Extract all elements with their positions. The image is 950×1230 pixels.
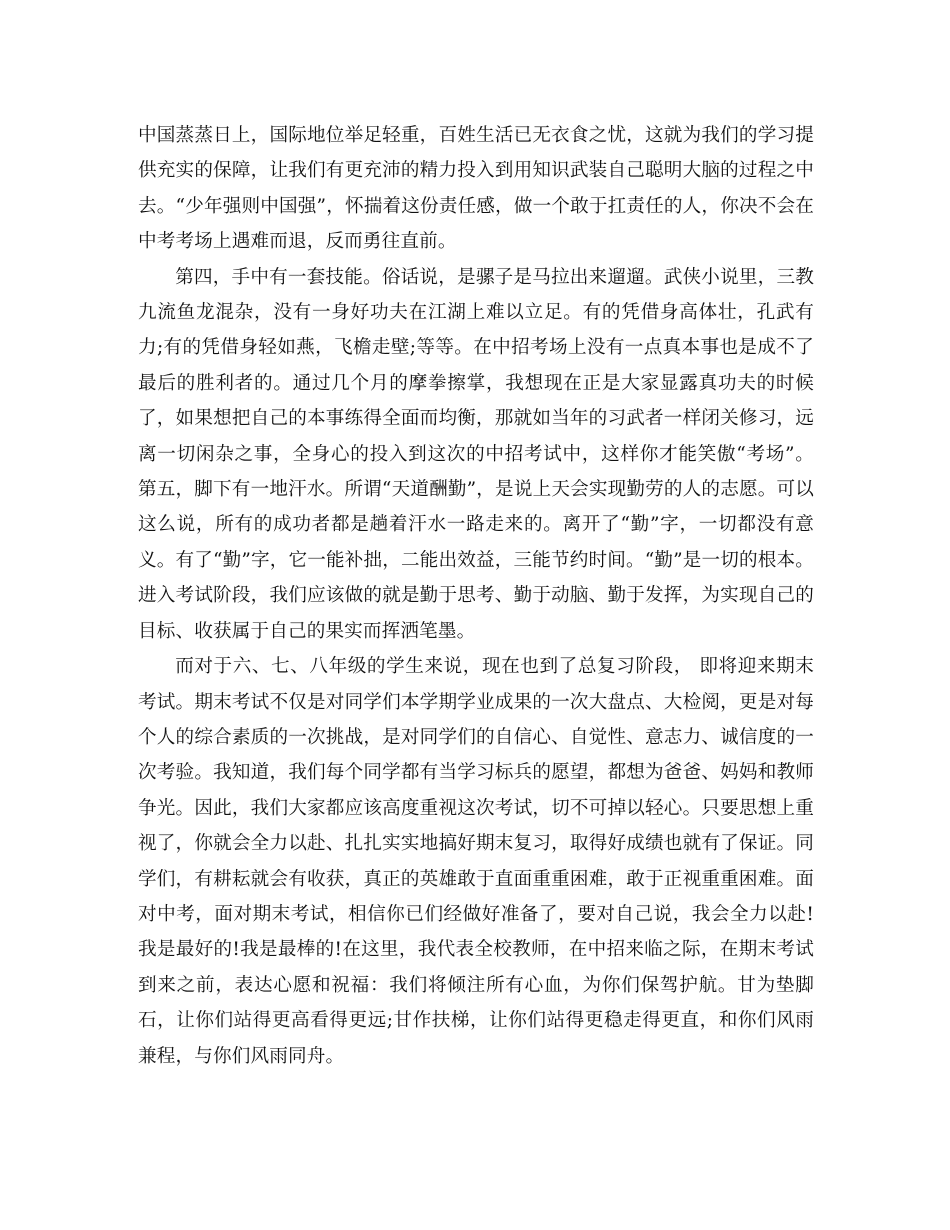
paragraph-1: 中国蒸蒸日上，国际地位举足轻重，百姓生活已无衣食之忧，这就为我们的学习提供充实的保障，让我们有更充沛的精力投入到用知识武装自己聪明大脑的过程之中去。“少年强则中国强”，怀揣着这份责任感，做一个敢于扛责任的人，你决不会在中考考场上遇难而退，反而勇往直前。 — [138, 125, 814, 253]
document-body — [138, 118, 814, 1074]
paragraph-2: 第四，手中有一套技能。俗话说，是骡子是马拉出来遛遛。武侠小说里，三教九流鱼龙混杂，没有一身好功夫在江湖上难以立足。有的凭借身高体壮，孔武有力;有的凭借身轻如燕，飞檐走壁;等等。在中招考场上没有一点真本事也是成不了最后的胜利者的。通过几个月的摩拳擦掌，我想现在正是大家显露真功夫的时候了，如果想把自己的本事练得全面而均衡，那就如当年的习武者一样闭关修习，远离一切闲杂之事，全身心的投入到这次的中招考试中，这样你才能笑傲“考场”。 第五，脚下有一地汗水。所谓“天道酬勤”，是说上天会实现勤劳的人的志愿。可以这么说，所有的成功者都是趟着汗水一路走来的。离开了“勤”字，一切都没有意义。有了“勤”字，它一能补拙，二能出效益，三能节约时间。“勤”是一切的根本。进入考试阶段，我们应该做的就是勤于思考、勤于动脑、勤于发挥，为实现自己的目标、收获属于自己的果实而挥洒笔墨。 — [138, 266, 814, 642]
paragraph-3: 而对于六、七、八年级的学生来说，现在也到了总复习阶段， 即将迎来期末考试。期末考试不仅是对同学们本学期学业成果的一次大盘点、大检阅，更是对每个人的综合素质的一次挑战，是对同学们的自信心、自觉性、意志力、诚信度的一次考验。我知道，我们每个同学都有当学习标兵的愿望，都想为爸爸、妈妈和教师争光。因此，我们大家都应该高度重视这次考试，切不可掉以轻心。只要思想上重视了，你就会全力以赴、扎扎实实地搞好期末复习，取得好成绩也就有了保证。同学们，有耕耘就会有收获，真正的英雄敢于直面重重困难，敢于正视重重困难。面对中考，面对期末考试，相信你已们经做好准备了，要对自己说，我会全力以赴!我是最好的!我是最棒的!在这里，我代表全校教师，在中招来临之际，在期末考试到来之前，表达心愿和祝福：我们将倾注所有心血，为你们保驾护航。甘为垫脚石，让你们站得更高看得更远;甘作扶梯，让你们站得更稳走得更直，和你们风雨兼程，与你们风雨同舟。 — [138, 656, 814, 1067]
